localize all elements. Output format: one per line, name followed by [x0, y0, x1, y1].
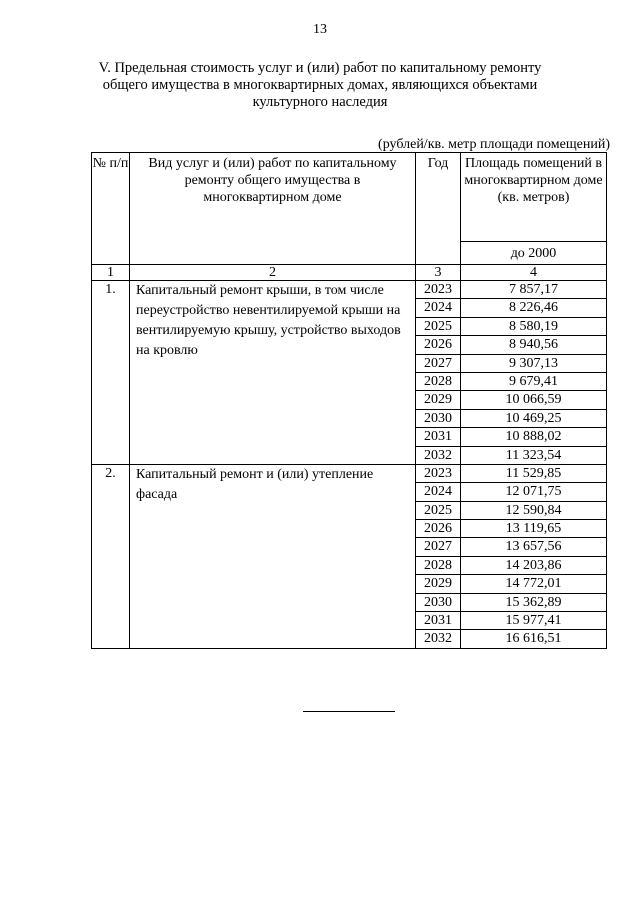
cost-value-cell: 14 772,01 [461, 575, 607, 593]
year-cell: 2023 [416, 464, 461, 482]
end-divider [303, 711, 395, 712]
cost-value-cell: 9 307,13 [461, 354, 607, 372]
year-cell: 2027 [416, 538, 461, 556]
header-num: № п/п [92, 153, 130, 265]
cost-value-cell: 10 469,25 [461, 409, 607, 427]
index-cell: 4 [461, 265, 607, 281]
cost-value-cell: 13 119,65 [461, 520, 607, 538]
year-cell: 2028 [416, 556, 461, 574]
cost-value-cell: 7 857,17 [461, 281, 607, 299]
table-row [92, 464, 607, 482]
cost-value-cell: 8 580,19 [461, 317, 607, 335]
table-header-row [92, 153, 607, 242]
header-area: Площадь помещений в многоквартирном доме (кв. метров) [461, 153, 607, 242]
year-cell: 2026 [416, 336, 461, 354]
cost-value-cell: 15 977,41 [461, 612, 607, 630]
year-cell: 2029 [416, 575, 461, 593]
year-cell: 2029 [416, 391, 461, 409]
year-cell: 2028 [416, 372, 461, 390]
index-cell: 2 [130, 265, 416, 281]
year-cell: 2025 [416, 317, 461, 335]
cost-table [91, 152, 607, 649]
year-cell: 2025 [416, 501, 461, 519]
year-cell: 2030 [416, 409, 461, 427]
table-index-row [92, 265, 607, 281]
year-cell: 2031 [416, 612, 461, 630]
cost-value-cell: 8 226,46 [461, 299, 607, 317]
header-desc: Вид услуг и (или) работ по капитальному ремонту общего имущества в многоквартирном доме [130, 153, 416, 265]
year-cell: 2024 [416, 483, 461, 501]
row-number: 2. [92, 464, 130, 648]
cost-value-cell: 14 203,86 [461, 556, 607, 574]
cost-value-cell: 11 323,54 [461, 446, 607, 464]
units-note: (рублей/кв. метр площади помещений) [378, 137, 610, 152]
cost-value-cell: 16 616,51 [461, 630, 607, 648]
cost-value-cell: 10 888,02 [461, 428, 607, 446]
cost-value-cell: 9 679,41 [461, 372, 607, 390]
year-cell: 2026 [416, 520, 461, 538]
row-number: 1. [92, 281, 130, 465]
cost-value-cell: 10 066,59 [461, 391, 607, 409]
index-cell: 3 [416, 265, 461, 281]
cost-value-cell: 15 362,89 [461, 593, 607, 611]
table-row [92, 281, 607, 299]
cost-value-cell: 13 657,56 [461, 538, 607, 556]
year-cell: 2027 [416, 354, 461, 372]
cost-value-cell: 11 529,85 [461, 464, 607, 482]
header-year: Год [416, 153, 461, 265]
year-cell: 2024 [416, 299, 461, 317]
page-number: 13 [313, 22, 327, 37]
cost-value-cell: 12 071,75 [461, 483, 607, 501]
year-cell: 2030 [416, 593, 461, 611]
index-cell: 1 [92, 265, 130, 281]
work-description: Капитальный ремонт и (или) утепление фасада [130, 464, 416, 648]
year-cell: 2032 [416, 446, 461, 464]
year-cell: 2031 [416, 428, 461, 446]
header-area-sub: до 2000 [461, 242, 607, 265]
cost-value-cell: 12 590,84 [461, 501, 607, 519]
work-description: Капитальный ремонт крыши, в том числе переустройство невентилируемой крыши на вентилируемую крышу, устройство выходов на кровлю [130, 281, 416, 465]
section-heading: V. Предельная стоимость услуг и (или) работ по капитальному ремонту общего имущества в многоквартирных домах, являющихся объектами культурного наследия [98, 60, 542, 110]
year-cell: 2023 [416, 281, 461, 299]
cost-value-cell: 8 940,56 [461, 336, 607, 354]
year-cell: 2032 [416, 630, 461, 648]
